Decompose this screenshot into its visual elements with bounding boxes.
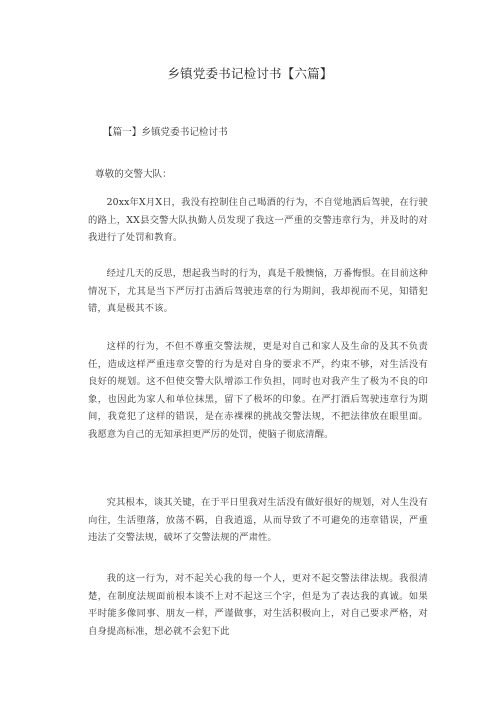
paragraph-3: 这样的行为，不但不尊重交警法规，更是对自己和家人及生命的及其不负责任，造成这样严重违章交警的行为是对自身的要求不严，约束不够，对生活没有良好的规划。这不但使交警大队增添工作负担，同时也对我产生了极为不良的印象，也因此为家人和单位抹黑，留下了极坏的印象。在严打酒后驾驶违章行为期间，我竟犯了这样的错误，是在赤裸裸的挑战交警法规，不把法律放在眼里面。我愿意为自己的无知承担更严厉的处罚，使脑子彻底清醒。 — [88, 341, 428, 440]
paragraph-4: 究其根本，谈其关键，在于平日里我对生活没有做好很好的规划，对人生没有向往，生活堕落，放荡不羁，自我逍遥，从而导致了不可避免的违章错误，严重违法了交警法规，破坏了交警法规的严肃性。 — [88, 497, 428, 544]
section-heading: 【篇一】乡镇党委书记检讨书 — [103, 127, 228, 138]
document-title: 乡镇党委书记检讨书【六篇】 — [167, 66, 333, 81]
paragraph-5: 我的这一行为，对不起关心我的每一个人，更对不起交警法律法规。我很清楚，在制度法规面前根本谈不上对不起这三个字，但是为了表达我的真诚。如果平时能多像同事、朋友一样，严谨做事，对生活积极向上，对自己要求严格，对自身提高标准，想必就不会犯下此 — [88, 573, 428, 637]
paragraph-2: 经过几天的反思，想起我当时的行为，真是千般懊恼，万番悔恨。在目前这种情况下，尤其是当下严厉打击酒后驾驶违章的行为期间，我却视而不见，知错犯错，真是极其不该。 — [88, 268, 428, 315]
salutation: 尊敬的交警大队： — [95, 169, 172, 180]
paragraph-1: 20xx年X月X日，我没有控制住自己喝酒的行为，不自觉地酒后驾驶，在行驶的路上，XX县交警大队执勤人员发现了我这一严重的交警违章行为，并及时的对我进行了处罚和教育。 — [88, 197, 428, 244]
